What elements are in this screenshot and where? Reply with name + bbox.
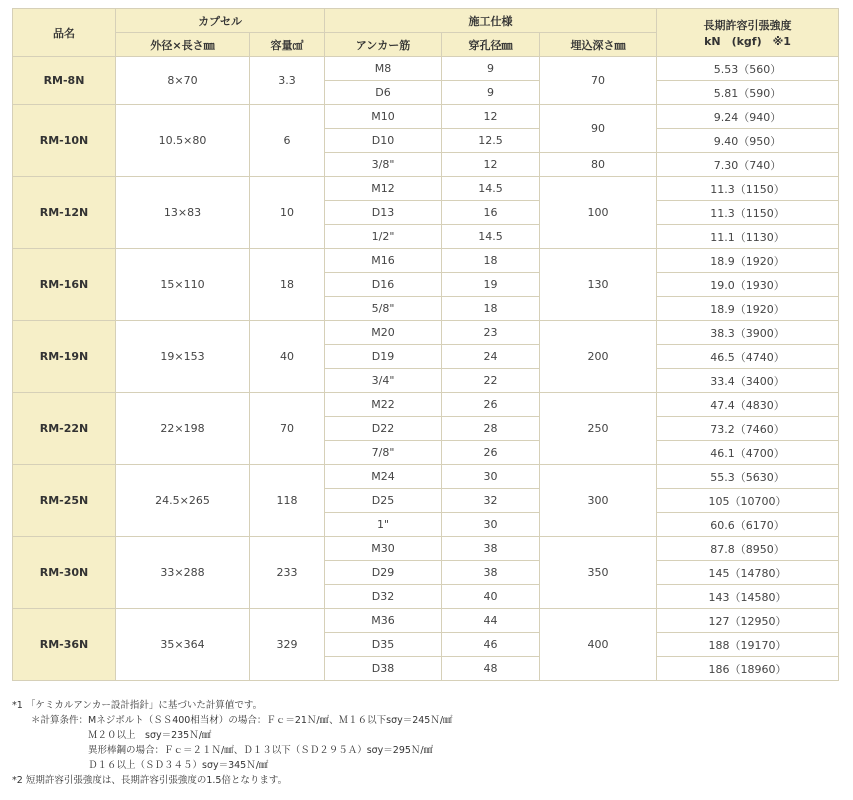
- embed-depth-cell: 200: [540, 321, 657, 393]
- strength-cell: 9.40（950）: [657, 129, 839, 153]
- capsule-size-cell: 8×70: [116, 57, 250, 105]
- anchor-rebar-cell: M22: [325, 393, 442, 417]
- header-capsule: カプセル: [116, 9, 325, 33]
- strength-cell: 18.9（1920）: [657, 249, 839, 273]
- capsule-volume-cell: 18: [250, 249, 325, 321]
- strength-cell: 11.3（1150）: [657, 201, 839, 225]
- strength-cell: 33.4（3400）: [657, 369, 839, 393]
- hole-diameter-cell: 26: [442, 441, 540, 465]
- header-strength-line2: kN (kgf) ※1: [704, 34, 791, 48]
- table-row: [13, 393, 839, 417]
- anchor-spec-table: [12, 8, 839, 681]
- hole-diameter-cell: 26: [442, 393, 540, 417]
- product-name-cell: RM-10N: [13, 105, 116, 177]
- strength-cell: 105（10700）: [657, 489, 839, 513]
- table-row: [13, 609, 839, 633]
- header-hole-diameter: 穿孔径㎜: [442, 33, 540, 57]
- hole-diameter-cell: 14.5: [442, 225, 540, 249]
- strength-cell: 9.24（940）: [657, 105, 839, 129]
- product-name-cell: RM-16N: [13, 249, 116, 321]
- anchor-rebar-cell: D35: [325, 633, 442, 657]
- header-embed-depth: 埋込深さ㎜: [540, 33, 657, 57]
- anchor-rebar-cell: M24: [325, 465, 442, 489]
- product-name-cell: RM-12N: [13, 177, 116, 249]
- embed-depth-cell: 100: [540, 177, 657, 249]
- anchor-rebar-cell: D32: [325, 585, 442, 609]
- header-construction-spec: 施工仕様: [325, 9, 657, 33]
- anchor-rebar-cell: M8: [325, 57, 442, 81]
- strength-cell: 7.30（740）: [657, 153, 839, 177]
- footnotes: [12, 698, 453, 788]
- anchor-rebar-cell: D10: [325, 129, 442, 153]
- table-row: [13, 177, 839, 201]
- header-volume: 容量㎤: [250, 33, 325, 57]
- hole-diameter-cell: 14.5: [442, 177, 540, 201]
- hole-diameter-cell: 22: [442, 369, 540, 393]
- embed-depth-cell: 80: [540, 153, 657, 177]
- strength-cell: 60.6（6170）: [657, 513, 839, 537]
- strength-cell: 188（19170）: [657, 633, 839, 657]
- strength-cell: 87.8（8950）: [657, 537, 839, 561]
- table-body: [13, 57, 839, 681]
- product-name-cell: RM-8N: [13, 57, 116, 105]
- anchor-rebar-cell: D38: [325, 657, 442, 681]
- table-row: [13, 321, 839, 345]
- hole-diameter-cell: 18: [442, 249, 540, 273]
- strength-cell: 127（12950）: [657, 609, 839, 633]
- anchor-rebar-cell: D6: [325, 81, 442, 105]
- capsule-size-cell: 22×198: [116, 393, 250, 465]
- anchor-rebar-cell: D13: [325, 201, 442, 225]
- anchor-rebar-cell: 7/8": [325, 441, 442, 465]
- embed-depth-cell: 130: [540, 249, 657, 321]
- capsule-volume-cell: 3.3: [250, 57, 325, 105]
- footnote-line: 異形棒鋼の場合：Ｆｃ＝２１Ｎ/㎟、Ｄ１３以下（ＳＤ２９５Ａ）sσy＝295Ｎ/㎟: [12, 745, 434, 756]
- anchor-rebar-cell: 1": [325, 513, 442, 537]
- hole-diameter-cell: 23: [442, 321, 540, 345]
- anchor-rebar-cell: M16: [325, 249, 442, 273]
- strength-cell: 145（14780）: [657, 561, 839, 585]
- hole-diameter-cell: 12: [442, 153, 540, 177]
- embed-depth-cell: 300: [540, 465, 657, 537]
- table-header: [13, 9, 839, 57]
- hole-diameter-cell: 9: [442, 57, 540, 81]
- capsule-size-cell: 10.5×80: [116, 105, 250, 177]
- strength-cell: 46.1（4700）: [657, 441, 839, 465]
- strength-cell: 11.3（1150）: [657, 177, 839, 201]
- capsule-size-cell: 19×153: [116, 321, 250, 393]
- footnote-line: Ｄ１６以上（ＳＤ３４５）sσy＝345Ｎ/㎟: [12, 760, 269, 771]
- footnote-line: Ｍ２０以上 sσy＝235Ｎ/㎟: [12, 730, 212, 741]
- anchor-rebar-cell: M36: [325, 609, 442, 633]
- embed-depth-cell: 350: [540, 537, 657, 609]
- strength-cell: 73.2（7460）: [657, 417, 839, 441]
- capsule-volume-cell: 6: [250, 105, 325, 177]
- capsule-size-cell: 24.5×265: [116, 465, 250, 537]
- strength-cell: 47.4（4830）: [657, 393, 839, 417]
- hole-diameter-cell: 46: [442, 633, 540, 657]
- spec-table-container: [12, 8, 839, 681]
- capsule-volume-cell: 233: [250, 537, 325, 609]
- capsule-volume-cell: 10: [250, 177, 325, 249]
- hole-diameter-cell: 48: [442, 657, 540, 681]
- anchor-rebar-cell: 3/8": [325, 153, 442, 177]
- capsule-volume-cell: 118: [250, 465, 325, 537]
- anchor-rebar-cell: M10: [325, 105, 442, 129]
- anchor-rebar-cell: 1/2": [325, 225, 442, 249]
- embed-depth-cell: 90: [540, 105, 657, 153]
- strength-cell: 5.53（560）: [657, 57, 839, 81]
- hole-diameter-cell: 18: [442, 297, 540, 321]
- hole-diameter-cell: 12.5: [442, 129, 540, 153]
- strength-cell: 143（14580）: [657, 585, 839, 609]
- strength-cell: 186（18960）: [657, 657, 839, 681]
- capsule-size-cell: 15×110: [116, 249, 250, 321]
- header-product-name: 品名: [13, 9, 116, 57]
- capsule-volume-cell: 329: [250, 609, 325, 681]
- anchor-rebar-cell: 5/8": [325, 297, 442, 321]
- anchor-rebar-cell: D25: [325, 489, 442, 513]
- embed-depth-cell: 400: [540, 609, 657, 681]
- hole-diameter-cell: 12: [442, 105, 540, 129]
- product-name-cell: RM-25N: [13, 465, 116, 537]
- table-row: [13, 105, 839, 129]
- embed-depth-cell: 70: [540, 57, 657, 105]
- anchor-rebar-cell: M30: [325, 537, 442, 561]
- strength-cell: 5.81（590）: [657, 81, 839, 105]
- hole-diameter-cell: 44: [442, 609, 540, 633]
- anchor-rebar-cell: M12: [325, 177, 442, 201]
- anchor-rebar-cell: D16: [325, 273, 442, 297]
- capsule-size-cell: 13×83: [116, 177, 250, 249]
- anchor-rebar-cell: D29: [325, 561, 442, 585]
- hole-diameter-cell: 38: [442, 537, 540, 561]
- product-name-cell: RM-22N: [13, 393, 116, 465]
- hole-diameter-cell: 9: [442, 81, 540, 105]
- footnote-line: ＊計算条件：Mネジボルト（ＳＳ400相当材）の場合：Ｆｃ＝21Ｎ/㎟、Ｍ１６以下sσy＝245Ｎ/㎟: [12, 715, 453, 726]
- header-anchor-rebar: アンカー筋: [325, 33, 442, 57]
- table-row: [13, 249, 839, 273]
- product-name-cell: RM-19N: [13, 321, 116, 393]
- anchor-rebar-cell: 3/4": [325, 369, 442, 393]
- footnote-line: *2 短期許容引張強度は、長期許容引張強度の1.5倍となります。: [12, 775, 288, 786]
- header-long-term-strength: [657, 9, 839, 57]
- capsule-size-cell: 35×364: [116, 609, 250, 681]
- anchor-rebar-cell: M20: [325, 321, 442, 345]
- product-name-cell: RM-30N: [13, 537, 116, 609]
- header-strength-line1: 長期許容引張強度: [703, 18, 792, 32]
- product-name-cell: RM-36N: [13, 609, 116, 681]
- strength-cell: 19.0（1930）: [657, 273, 839, 297]
- hole-diameter-cell: 30: [442, 513, 540, 537]
- hole-diameter-cell: 32: [442, 489, 540, 513]
- hole-diameter-cell: 40: [442, 585, 540, 609]
- anchor-rebar-cell: D22: [325, 417, 442, 441]
- hole-diameter-cell: 19: [442, 273, 540, 297]
- header-outer-diameter-length: 外径×長さ㎜: [116, 33, 250, 57]
- hole-diameter-cell: 38: [442, 561, 540, 585]
- hole-diameter-cell: 28: [442, 417, 540, 441]
- capsule-volume-cell: 40: [250, 321, 325, 393]
- footnote-line: *1 「ケミカルアンカー設計指針」に基づいた計算値です。: [12, 700, 263, 711]
- strength-cell: 18.9（1920）: [657, 297, 839, 321]
- strength-cell: 46.5（4740）: [657, 345, 839, 369]
- hole-diameter-cell: 24: [442, 345, 540, 369]
- table-row: [13, 537, 839, 561]
- capsule-size-cell: 33×288: [116, 537, 250, 609]
- table-row: [13, 57, 839, 81]
- capsule-volume-cell: 70: [250, 393, 325, 465]
- strength-cell: 55.3（5630）: [657, 465, 839, 489]
- anchor-rebar-cell: D19: [325, 345, 442, 369]
- strength-cell: 38.3（3900）: [657, 321, 839, 345]
- table-row: [13, 465, 839, 489]
- hole-diameter-cell: 16: [442, 201, 540, 225]
- strength-cell: 11.1（1130）: [657, 225, 839, 249]
- embed-depth-cell: 250: [540, 393, 657, 465]
- hole-diameter-cell: 30: [442, 465, 540, 489]
